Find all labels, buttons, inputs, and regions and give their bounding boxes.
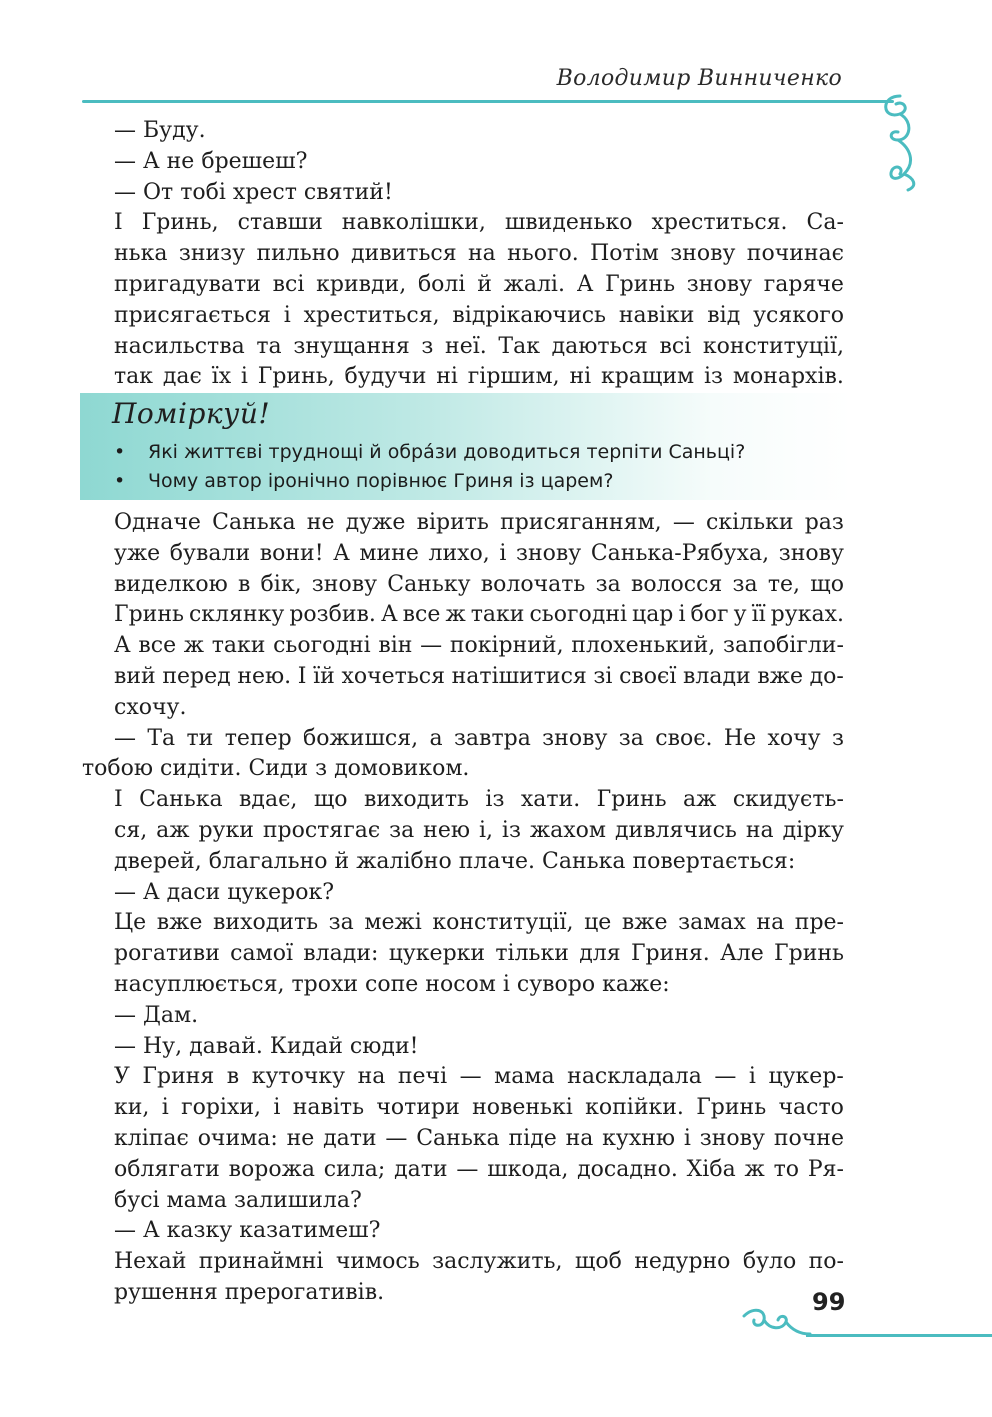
- word: то: [773, 1156, 799, 1182]
- word: Хіба: [686, 1156, 736, 1182]
- word: А: [380, 602, 398, 628]
- word: кліпає: [114, 1125, 189, 1151]
- word: за: [328, 910, 354, 936]
- word: Са-: [806, 210, 844, 236]
- word: очима:: [197, 1125, 278, 1151]
- text-line: [114, 539, 844, 570]
- word: наскладала: [567, 1064, 702, 1090]
- word: її: [751, 602, 766, 628]
- running-head-author: Володимир Винниченко: [556, 66, 842, 91]
- word: ні: [436, 364, 458, 390]
- word: хочу: [767, 725, 821, 751]
- text-line: [114, 147, 844, 178]
- word: простягає: [262, 817, 381, 843]
- word: знову: [670, 241, 736, 267]
- word: конституції,: [432, 910, 574, 936]
- word: гаряче: [763, 271, 844, 297]
- word: — Дам.: [114, 1002, 199, 1028]
- word: вже: [757, 663, 803, 689]
- page-number: 99: [812, 1288, 846, 1316]
- word: ж: [744, 1156, 765, 1182]
- text-line: [114, 785, 844, 816]
- word: хати.: [520, 787, 581, 813]
- word: ставши: [237, 210, 323, 236]
- word: раз: [804, 510, 844, 535]
- word: щоб: [574, 1249, 622, 1275]
- word: знову: [699, 1125, 766, 1151]
- word: він: [378, 633, 413, 659]
- word: —: [714, 1064, 737, 1090]
- word: куточку: [251, 1064, 346, 1090]
- word: що: [313, 787, 348, 813]
- word: ж: [183, 633, 205, 659]
- word: скидуєть-: [732, 787, 844, 813]
- word: лихо,: [428, 540, 490, 566]
- word: вже: [156, 910, 203, 936]
- word: рогативи: [114, 941, 220, 967]
- word: волосся: [630, 571, 723, 597]
- word: і,: [478, 817, 493, 843]
- swirl-ornament-icon: [740, 1296, 820, 1346]
- text-line: [114, 1278, 844, 1309]
- word: пре-: [794, 910, 844, 936]
- word: а: [429, 725, 443, 751]
- word: від: [707, 302, 741, 328]
- word: Гринь,: [141, 210, 219, 236]
- word: до-: [809, 663, 844, 689]
- word: було: [742, 1249, 797, 1275]
- word: Не: [723, 725, 757, 751]
- word: руках.: [770, 602, 844, 628]
- word: Санька: [139, 787, 223, 813]
- word: насильства: [114, 333, 245, 359]
- word: — Буду.: [114, 118, 206, 143]
- word: Гриня: [142, 1064, 215, 1090]
- word: божишся,: [303, 725, 419, 751]
- word: кривди,: [316, 271, 407, 297]
- word: усякого: [753, 302, 844, 328]
- word: присягається: [114, 302, 271, 328]
- word: сьогодні: [529, 602, 628, 628]
- word: тільки: [495, 941, 569, 967]
- word: присяганням,: [500, 510, 662, 535]
- text-line: [114, 239, 844, 270]
- word: знову: [778, 540, 844, 566]
- word: А: [333, 540, 350, 566]
- text-line: [114, 362, 844, 393]
- word: і: [678, 602, 686, 628]
- bullet: •: [114, 441, 126, 463]
- think-question: [114, 441, 745, 463]
- word: у: [733, 602, 747, 628]
- word: склянку: [188, 602, 285, 628]
- word: чимось: [335, 1249, 420, 1275]
- text-line: [114, 908, 844, 939]
- word: Але: [720, 941, 764, 967]
- word: їй: [313, 663, 335, 689]
- word: ки,: [114, 1095, 150, 1121]
- word: досадно.: [577, 1156, 678, 1182]
- word: за: [618, 725, 644, 751]
- word: Гринь: [774, 941, 844, 967]
- text-line: [114, 116, 844, 147]
- text-line: [114, 570, 844, 601]
- word: кращим: [600, 364, 695, 390]
- text-line: [114, 178, 844, 209]
- word: цукер-: [768, 1064, 844, 1090]
- word: і: [283, 302, 291, 328]
- word: Та: [147, 725, 176, 751]
- word: жахом: [529, 817, 607, 843]
- word: ти: [186, 725, 214, 751]
- text-line: [114, 1186, 844, 1217]
- word: Гринь: [696, 1095, 767, 1121]
- text-line: [114, 724, 844, 755]
- text-line: [114, 600, 844, 631]
- word: —: [459, 1064, 482, 1090]
- word: своєї: [619, 663, 677, 689]
- question-text: Чому автор іронічно порівнює Гриня із царем?: [148, 470, 614, 492]
- word: вони!: [259, 540, 324, 566]
- word: хреститься,: [303, 302, 440, 328]
- text-line: [114, 662, 844, 693]
- word: — А казку казатимеш?: [114, 1218, 381, 1244]
- word: дірку: [782, 817, 844, 843]
- text-line: [114, 631, 844, 662]
- text-block-intro: [114, 116, 844, 393]
- text-line: [114, 1124, 844, 1155]
- word: натішитися: [451, 663, 587, 689]
- word: ні: [569, 364, 592, 390]
- word: знову: [542, 725, 608, 751]
- word: Гринь,: [257, 364, 335, 390]
- text-line: [114, 1032, 844, 1063]
- bullet: •: [114, 470, 126, 492]
- word: своє.: [655, 725, 713, 751]
- swirl-ornament-icon: [870, 90, 930, 200]
- word: і: [273, 1095, 281, 1121]
- word: пригадувати: [114, 271, 261, 297]
- text-line: [114, 270, 844, 301]
- word: кухню: [602, 1125, 676, 1151]
- word: по-: [808, 1249, 844, 1275]
- word: вірить: [416, 510, 489, 535]
- word: аж: [683, 787, 717, 813]
- word: вий: [114, 663, 156, 689]
- word: за: [595, 571, 621, 597]
- word: Санька: [212, 510, 296, 535]
- text-line: [114, 301, 844, 332]
- text-block-main: [82, 508, 844, 1309]
- word: копійки.: [585, 1095, 684, 1121]
- word: заслужить,: [432, 1249, 563, 1275]
- word: нею: [423, 817, 470, 843]
- word: плохенький,: [571, 633, 716, 659]
- word: І: [114, 210, 123, 236]
- word: цукерки: [388, 941, 486, 967]
- text-line: [114, 1155, 844, 1186]
- word: і: [161, 1095, 169, 1121]
- text-line: [114, 816, 844, 847]
- word: неї.: [445, 333, 487, 359]
- word: Гринь: [596, 787, 667, 813]
- word: починає: [746, 241, 844, 267]
- word: всі: [659, 333, 692, 359]
- text-line: [114, 939, 844, 970]
- word: на: [565, 1125, 594, 1151]
- word: нею.: [237, 663, 292, 689]
- word: на: [745, 817, 774, 843]
- word: уже: [114, 540, 161, 566]
- word: вдає,: [239, 787, 298, 813]
- word: що: [810, 571, 844, 597]
- word: їх: [211, 364, 232, 390]
- word: за: [389, 817, 415, 843]
- think-question: [114, 470, 613, 492]
- word: бог: [690, 602, 729, 628]
- word: знизу: [178, 241, 246, 267]
- word: й: [477, 271, 492, 297]
- text-line: [114, 1247, 844, 1278]
- word: Одначе: [114, 510, 201, 535]
- word: таки: [470, 602, 525, 628]
- word: межі: [364, 910, 422, 936]
- word: все: [402, 602, 441, 628]
- word: — От тобі хрест святий!: [114, 179, 393, 205]
- word: не: [306, 510, 335, 535]
- word: дуже: [345, 510, 406, 535]
- word: тепер: [224, 725, 292, 751]
- word: ж: [445, 602, 466, 628]
- text-line: [114, 208, 844, 239]
- word: не: [286, 1125, 315, 1151]
- word: влади: [683, 663, 751, 689]
- text-line: [114, 508, 844, 539]
- word: за: [732, 571, 758, 597]
- word: Санька-Рябуха,: [590, 540, 770, 566]
- word: все: [138, 633, 177, 659]
- word: волочать: [480, 571, 586, 597]
- word: У: [114, 1064, 130, 1090]
- word: монархів.: [732, 364, 844, 390]
- word: пильно: [256, 241, 340, 267]
- word: мама: [494, 1064, 555, 1090]
- word: навіки: [618, 302, 695, 328]
- word: Так: [498, 333, 540, 359]
- word: цар: [632, 602, 674, 628]
- word: на: [357, 1064, 386, 1090]
- word: і: [748, 1064, 756, 1090]
- word: дати: [394, 1156, 448, 1182]
- word: Саньку: [387, 571, 471, 597]
- word: А: [114, 633, 131, 659]
- word: виходить: [363, 787, 469, 813]
- word: Потім: [590, 241, 659, 267]
- word: сила;: [323, 1156, 386, 1182]
- word: дає: [162, 364, 202, 390]
- word: та: [256, 333, 282, 359]
- word: хочеться: [341, 663, 446, 689]
- text-line: [114, 1216, 844, 1247]
- word: знову: [686, 271, 753, 297]
- word: —: [114, 725, 136, 751]
- text-line: [114, 878, 844, 909]
- word: дверей, благально й жалібно плаче. Санька повертається:: [114, 848, 796, 874]
- word: бували: [169, 540, 251, 566]
- word: ся,: [114, 817, 148, 843]
- text-line: [114, 970, 844, 1001]
- word: швиденько: [504, 210, 633, 236]
- word: знову: [311, 571, 378, 597]
- word: — А даси цукерок?: [114, 879, 335, 905]
- word: те,: [767, 571, 801, 597]
- text-line: [114, 1001, 844, 1032]
- word: — А не брешеш?: [114, 148, 308, 174]
- word: виделкою: [114, 571, 228, 597]
- word: нього.: [507, 241, 579, 267]
- word: будучи: [344, 364, 427, 390]
- word: відрікаючись: [452, 302, 607, 328]
- word: даються: [551, 333, 648, 359]
- word: навколішки,: [341, 210, 486, 236]
- word: скільки: [706, 510, 794, 535]
- text-line: [114, 1093, 844, 1124]
- word: знущання: [293, 333, 410, 359]
- word: — Ну, давай. Кидай сюди!: [114, 1033, 419, 1059]
- word: схочу.: [114, 694, 187, 720]
- word: шкода,: [487, 1156, 569, 1182]
- word: насуплюється, трохи сопе носом і суворо каже:: [114, 971, 670, 997]
- word: —: [385, 1125, 408, 1151]
- word: із: [485, 787, 505, 813]
- word: Це: [114, 910, 147, 936]
- word: конституції,: [702, 333, 844, 359]
- question-text: Які життєві труднощі й обрáзи доводиться терпіти Саньці?: [148, 441, 746, 463]
- word: І: [114, 787, 123, 813]
- word: І: [297, 663, 307, 689]
- word: дивиться: [351, 241, 457, 267]
- word: таки: [211, 633, 266, 659]
- word: тобою сидіти. Сиди з домовиком.: [82, 756, 470, 782]
- word: влади:: [303, 941, 379, 967]
- word: чотири: [376, 1095, 460, 1121]
- word: Ря-: [807, 1156, 844, 1182]
- word: рушення прерогативів.: [114, 1279, 385, 1305]
- word: запобігли-: [723, 633, 844, 659]
- word: завтра: [453, 725, 531, 751]
- word: —: [420, 633, 443, 659]
- think-box-title: Поміркуй!: [112, 397, 271, 430]
- text-line: [82, 754, 844, 785]
- word: Нехай: [114, 1249, 187, 1275]
- word: для: [579, 941, 621, 967]
- word: бусі мама залишила?: [114, 1187, 362, 1213]
- footer-rule: [806, 1334, 992, 1337]
- word: аж: [156, 817, 190, 843]
- word: А: [576, 271, 594, 297]
- word: гіршим,: [467, 364, 560, 390]
- word: нька: [114, 241, 168, 267]
- word: Гринь: [114, 602, 184, 628]
- word: бік,: [260, 571, 302, 597]
- word: принаймні: [198, 1249, 324, 1275]
- header-rule: [82, 100, 894, 103]
- word: і: [240, 364, 248, 390]
- text-line: [114, 693, 844, 724]
- word: сьогодні: [273, 633, 371, 659]
- word: знову: [516, 540, 582, 566]
- word: виходить: [213, 910, 319, 936]
- word: в: [237, 571, 251, 597]
- word: покірний,: [449, 633, 564, 659]
- word: часто: [778, 1095, 844, 1121]
- word: і: [499, 540, 507, 566]
- word: дати: [323, 1125, 377, 1151]
- word: жалі.: [503, 271, 565, 297]
- word: піде: [508, 1125, 557, 1151]
- word: руки: [198, 817, 254, 843]
- word: в: [226, 1064, 240, 1090]
- word: —: [456, 1156, 479, 1182]
- word: так: [114, 364, 154, 390]
- word: печі: [397, 1064, 448, 1090]
- word: хреститься.: [651, 210, 788, 236]
- think-box: [80, 393, 852, 500]
- word: Гриня.: [630, 941, 710, 967]
- word: замах: [678, 910, 746, 936]
- word: це: [584, 910, 612, 936]
- word: всі: [272, 271, 305, 297]
- word: із: [703, 364, 724, 390]
- word: вже: [621, 910, 668, 936]
- word: Санька: [416, 1125, 500, 1151]
- word: облягати: [114, 1156, 220, 1182]
- word: із: [501, 817, 521, 843]
- word: зі: [593, 663, 613, 689]
- word: горіхи,: [181, 1095, 262, 1121]
- word: з: [832, 725, 844, 751]
- word: Гринь: [605, 271, 676, 297]
- word: недурно: [634, 1249, 731, 1275]
- text-line: [114, 332, 844, 363]
- word: і: [683, 1125, 691, 1151]
- word: самої: [230, 941, 293, 967]
- word: розбив.: [289, 602, 376, 628]
- word: новенькі: [472, 1095, 573, 1121]
- word: ворожа: [228, 1156, 315, 1182]
- word: —: [672, 510, 695, 535]
- word: дивлячись: [614, 817, 737, 843]
- text-line: [114, 1062, 844, 1093]
- word: мине: [359, 540, 419, 566]
- word: перед: [162, 663, 231, 689]
- word: на: [756, 910, 785, 936]
- word: болі: [417, 271, 466, 297]
- word: з: [421, 333, 434, 359]
- text-line: [114, 847, 844, 878]
- word: почне: [773, 1125, 844, 1151]
- word: навіть: [292, 1095, 365, 1121]
- word: на: [467, 241, 496, 267]
